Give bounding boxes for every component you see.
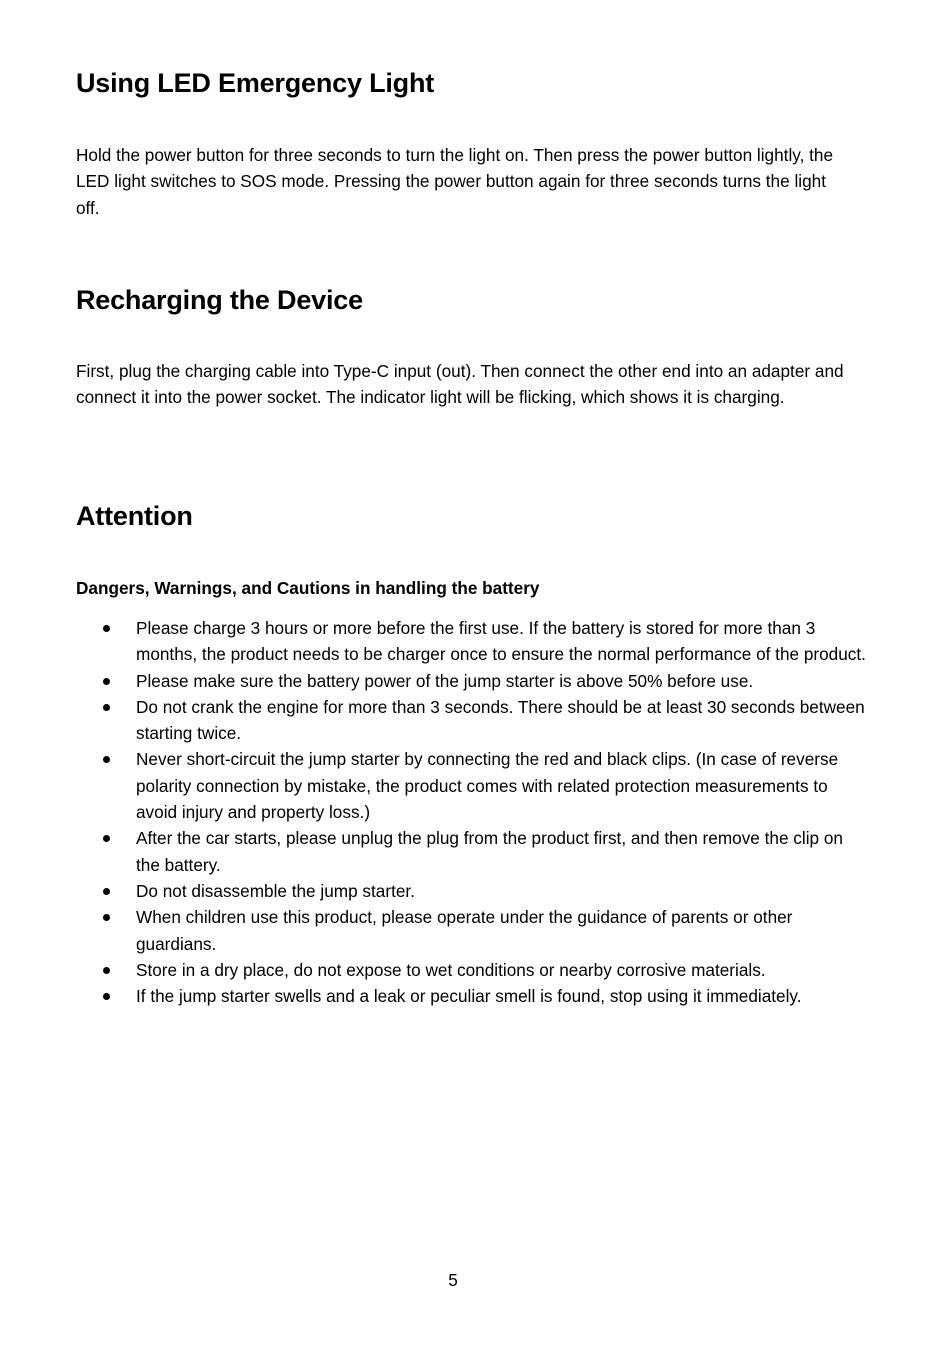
bullet-icon (103, 993, 110, 1000)
list-item (76, 904, 866, 957)
bullet-icon (103, 756, 110, 763)
heading-led-emergency-light: Using LED Emergency Light (76, 68, 435, 98)
list-item (76, 878, 866, 904)
list-item (76, 668, 866, 694)
list-item-text: When children use this product, please operate under the guidance of parents or other guardians. (136, 907, 793, 954)
list-item (76, 825, 866, 878)
list-item-text: Please charge 3 hours or more before the first use. If the battery is stored for more than 3 months, the product needs to be charger once to ensure the normal performance of the product. (136, 618, 866, 665)
bullet-icon (103, 835, 110, 842)
heading-recharging-device: Recharging the Device (76, 285, 363, 315)
bullet-icon (103, 625, 110, 632)
bullet-icon (103, 914, 110, 921)
list-item-text: Store in a dry place, do not expose to wet conditions or nearby corrosive materials. (136, 959, 766, 980)
bullet-icon (103, 967, 110, 974)
list-item (76, 615, 866, 668)
paragraph-led-emergency-light: Hold the power button for three seconds to turn the light on. Then press the power button lightly, the LED light switches to SOS mode. Pressing the power button again for three seconds turns the light off. (76, 145, 834, 218)
list-item-text: Never short-circuit the jump starter by connecting the red and black clips. (In case of reverse polarity connection by mistake, the product comes with related protection measurements to avoid injury and property loss.) (136, 749, 839, 823)
warning-list (76, 615, 866, 1009)
list-item-text: After the car starts, please unplug the plug from the product first, and then remove the clip on the battery. (136, 828, 843, 875)
list-item-text: Please make sure the battery power of the jump starter is above 50% before use. (136, 670, 754, 691)
bullet-icon (103, 678, 110, 685)
list-item (76, 957, 866, 983)
list-item (76, 983, 866, 1009)
list-item-text: Do not crank the engine for more than 3 seconds. There should be at least 30 seconds between starting twice. (136, 696, 865, 744)
subheading-battery-warnings: Dangers, Warnings, and Cautions in handling the battery (76, 578, 540, 598)
heading-attention: Attention (76, 501, 193, 531)
page-number: 5 (448, 1270, 458, 1290)
paragraph-recharging-device: First, plug the charging cable into Type-C input (out). Then connect the other end into an adapter and connect it into the power socket. The indicator light will be flicking, which shows it is charging. (76, 361, 844, 408)
bullet-icon (103, 704, 110, 711)
list-item (76, 694, 866, 747)
list-item (76, 746, 866, 825)
bullet-icon (103, 888, 110, 895)
list-item-text: Do not disassemble the jump starter. (136, 880, 415, 901)
list-item-text: If the jump starter swells and a leak or peculiar smell is found, stop using it immediately. (136, 986, 802, 1007)
